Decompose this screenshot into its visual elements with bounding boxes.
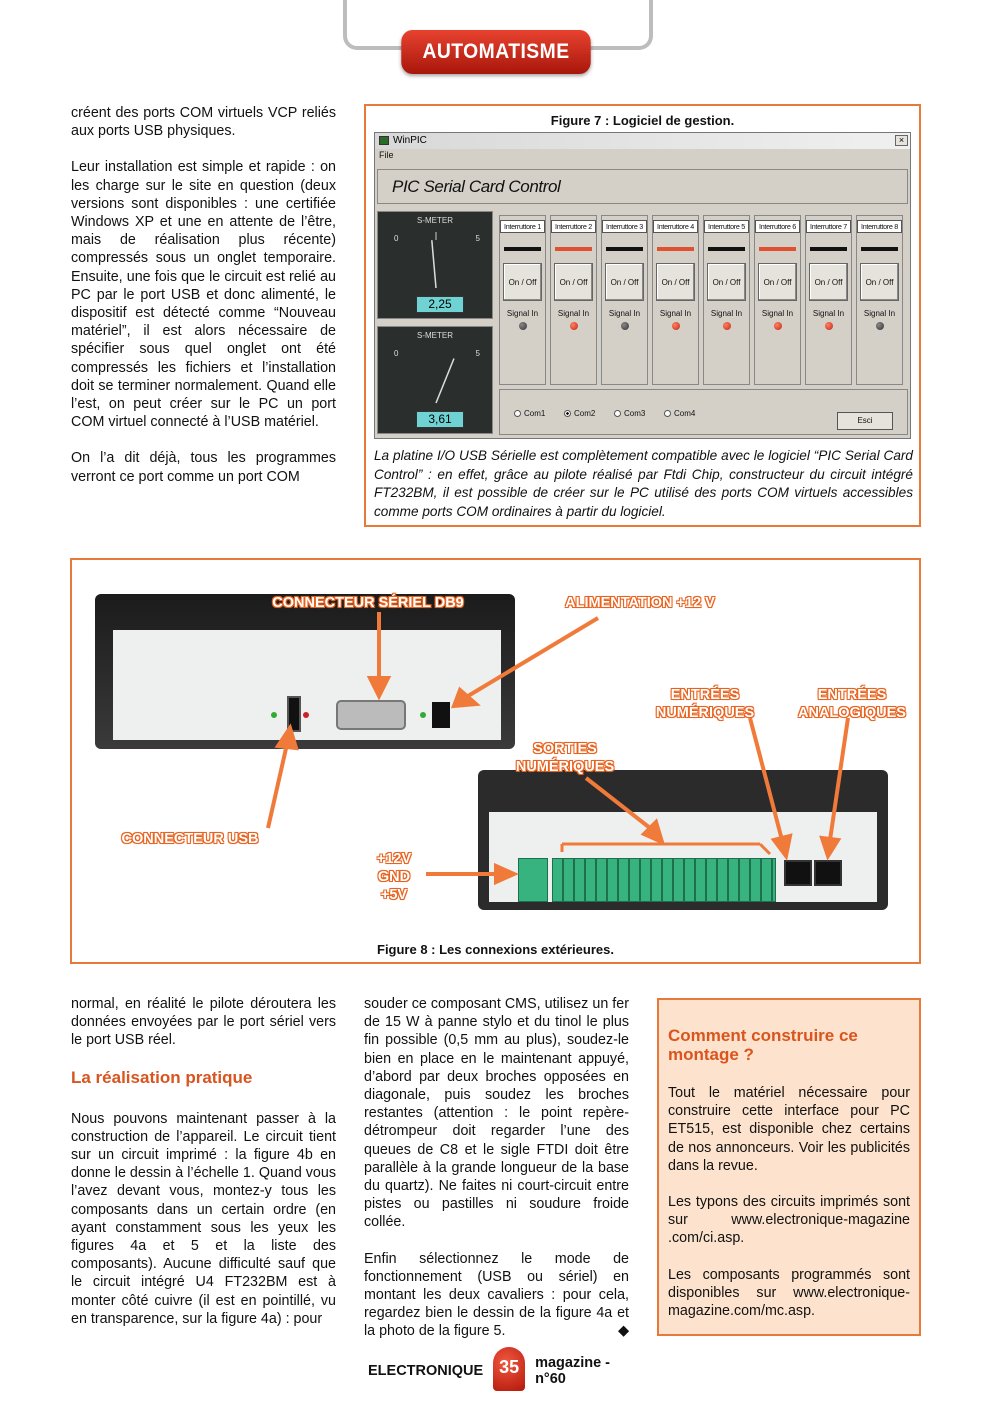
switch-state-bar bbox=[657, 247, 694, 251]
on-off-button[interactable]: On / Off bbox=[656, 263, 695, 301]
callout-arrows bbox=[70, 558, 921, 964]
meter-needle bbox=[396, 341, 476, 407]
label-line: GND bbox=[377, 869, 411, 885]
signal-led-icon bbox=[825, 322, 833, 330]
section-title: AUTOMATISME bbox=[401, 30, 591, 74]
meter-min: 0 bbox=[394, 234, 399, 243]
label-line: +12V bbox=[376, 851, 412, 867]
close-icon[interactable]: × bbox=[895, 135, 908, 146]
label-usb: CONNECTEUR USB bbox=[121, 831, 259, 847]
winpic-window bbox=[374, 132, 911, 439]
sidebar-paragraph: Les composants programmés sont disponibles sur www.electronique-magazine.com/mc.asp. bbox=[668, 1266, 910, 1320]
radio-icon bbox=[564, 410, 571, 417]
meter-label: S-METER bbox=[417, 216, 453, 225]
switch-3 bbox=[601, 215, 648, 385]
sidebar-box bbox=[657, 998, 921, 1336]
menu-file[interactable]: File bbox=[379, 150, 394, 160]
signal-led-icon bbox=[621, 322, 629, 330]
exit-button[interactable]: Esci bbox=[837, 412, 893, 430]
switch-state-bar bbox=[759, 247, 796, 251]
figure-8-caption: Figure 8 : Les connexions extérieures. bbox=[377, 942, 614, 957]
radio-icon bbox=[664, 410, 671, 417]
label-digital-in bbox=[640, 686, 770, 722]
label-line: NUMÉRIQUES bbox=[515, 759, 615, 775]
switch-5 bbox=[703, 215, 750, 385]
radio-icon bbox=[614, 410, 621, 417]
signal-in-label: Signal In bbox=[812, 309, 845, 318]
signal-led-icon bbox=[876, 322, 884, 330]
sidebar-paragraph: Tout le matériel nécessaire pour construire cette interface pour PC ET515, est disponible chez certains de nos annonceurs. Voir les publicités dans la revue. bbox=[668, 1085, 910, 1174]
paragraph: On l’a dit déjà, tous les programmes verront ce port comme un port COM bbox=[71, 450, 336, 485]
label-line: ENTRÉES bbox=[817, 687, 887, 703]
figure-7-caption: La platine I/O USB Sérielle est complètement compatible avec le logiciel “PIC Serial Card Control” : en effet, grâce au pilote réalisé par Ftdi Chip, constructeur du circuit intégré FT232BM, il est possible de créer sur le PC utilisé des ports COM virtuels accessibles comme ports COM ordinaires à partir du logiciel. bbox=[374, 448, 913, 519]
switch-label: Interruttore 4 bbox=[653, 220, 698, 233]
on-off-button[interactable]: On / Off bbox=[758, 263, 797, 301]
on-off-button[interactable]: On / Off bbox=[605, 263, 644, 301]
s-meter-2 bbox=[377, 326, 493, 434]
footer-magazine: ELECTRONIQUE bbox=[368, 1363, 484, 1379]
switch-label: Interruttore 8 bbox=[857, 220, 902, 233]
label-line: NUMÉRIQUES bbox=[655, 705, 755, 721]
switch-state-bar bbox=[861, 247, 898, 251]
label-power: ALIMENTATION +12 V bbox=[565, 595, 715, 611]
intro-column bbox=[71, 104, 336, 504]
label-db9: CONNECTEUR SÉRIEL DB9 bbox=[272, 595, 464, 611]
radio-label: Com3 bbox=[624, 409, 646, 418]
paragraph bbox=[364, 1250, 629, 1341]
on-off-button[interactable]: On / Off bbox=[503, 263, 542, 301]
on-off-button[interactable]: On / Off bbox=[860, 263, 899, 301]
app-icon bbox=[379, 136, 389, 145]
end-mark: ◆ bbox=[618, 1323, 629, 1340]
signal-led-icon bbox=[519, 322, 527, 330]
paragraph: créent des ports COM virtuels VCP reliés aux ports USB physiques. bbox=[71, 105, 336, 140]
page-number: 35 bbox=[493, 1347, 525, 1391]
section-heading: La réalisation pratique bbox=[71, 1067, 253, 1087]
switch-label: Interruttore 3 bbox=[602, 220, 647, 233]
signal-in-label: Signal In bbox=[761, 309, 794, 318]
figure-7-title: Figure 7 : Logiciel de gestion. bbox=[550, 113, 735, 128]
switch-6 bbox=[754, 215, 801, 385]
paragraph: Leur installation est simple et rapide : on les charge sur le site en question (deux versions sont disponibles : une certifiée Windows XP et une en attente de l’être, mais de réalisation plus récente) compressés sous un onglet temporaire. Ensuite, une fois que le circuit est relié au PC par le port USB et donc alimenté, le dispositif est détecté comme “Nouveau matériel”, il est alors nécessaire de spécifier sous quel onglet ont été compressés les fichiers et l’installation doit se terminer normalement. Quand elle l’est, on peut créer sur le PC un port COM virtuel connecté à l’USB matériel. bbox=[71, 159, 336, 431]
signal-in-label: Signal In bbox=[557, 309, 590, 318]
label-power-pins bbox=[364, 850, 424, 904]
meter-max: 5 bbox=[475, 349, 480, 358]
label-digital-out bbox=[500, 740, 630, 776]
signal-led-icon bbox=[723, 322, 731, 330]
signal-led-icon bbox=[774, 322, 782, 330]
on-off-button[interactable]: On / Off bbox=[707, 263, 746, 301]
label-analog-in bbox=[788, 686, 916, 722]
window-title: WinPIC bbox=[393, 135, 427, 146]
switch-4 bbox=[652, 215, 699, 385]
switch-state-bar bbox=[810, 247, 847, 251]
switch-2 bbox=[550, 215, 597, 385]
footer-issue: magazine - n°60 bbox=[535, 1355, 611, 1387]
switch-label: Interruttore 2 bbox=[551, 220, 596, 233]
paragraph: souder ce composant CMS, utilisez un fer de 15 W à panne stylo et du tinol le plus fin possible (0,5 mm au plus), soudez-le bien en place en le maintenant appuyé, d’abord par deux broches opposées en diagonale, puis soudez les broches restantes (attention : le point repère-détrompeur doit regarder l’une des queues de C8 et le sigle FTDI doit être parallèle à la grande longueur de la base du quartz). Ne faites ni court-circuit entre pistes ou pastilles ni soudure froide collée. bbox=[364, 996, 629, 1231]
switch-1 bbox=[499, 215, 546, 385]
switch-label: Interruttore 7 bbox=[806, 220, 851, 233]
meter-label: S-METER bbox=[417, 331, 453, 340]
signal-led-icon bbox=[672, 322, 680, 330]
signal-in-label: Signal In bbox=[863, 309, 896, 318]
radio-label: Com1 bbox=[524, 409, 546, 418]
radio-com1[interactable] bbox=[514, 409, 545, 418]
s-meter-1 bbox=[377, 211, 493, 319]
sidebar-paragraph: Les typons des circuits imprimés sont sur www.electronique-magazine .com/ci.asp. bbox=[668, 1194, 910, 1247]
switch-7 bbox=[805, 215, 852, 385]
signal-in-label: Signal In bbox=[710, 309, 743, 318]
signal-in-label: Signal In bbox=[506, 309, 539, 318]
switch-state-bar bbox=[504, 247, 541, 251]
radio-label: Com2 bbox=[574, 409, 596, 418]
switch-state-bar bbox=[555, 247, 592, 251]
window-titlebar[interactable] bbox=[375, 133, 910, 149]
com-port-panel bbox=[499, 389, 908, 435]
label-line: SORTIES bbox=[533, 741, 597, 757]
signal-led-icon bbox=[570, 322, 578, 330]
switch-state-bar bbox=[708, 247, 745, 251]
meter-value: 3,61 bbox=[416, 411, 464, 428]
paragraph: normal, en réalité le pilote déroutera les données envoyées par le port sériel vers le port USB réel. bbox=[71, 996, 336, 1049]
switch-label: Interruttore 1 bbox=[500, 220, 545, 233]
paragraph-text: Enfin sélectionnez le mode de fonctionnement (USB ou sériel) en montant les deux cavaliers : pour cela, regardez bien le dessin de la figure 4a et la photo de la figure 5. bbox=[364, 1250, 629, 1340]
on-off-button[interactable]: On / Off bbox=[809, 263, 848, 301]
radio-com2[interactable] bbox=[564, 409, 595, 418]
switch-label: Interruttore 5 bbox=[704, 220, 749, 233]
column-a bbox=[71, 995, 336, 1346]
radio-com3[interactable] bbox=[614, 409, 645, 418]
signal-in-label: Signal In bbox=[608, 309, 641, 318]
label-line: +5V bbox=[380, 887, 408, 903]
label-line: ENTRÉES bbox=[670, 687, 740, 703]
radio-com4[interactable] bbox=[664, 409, 695, 418]
meter-max: 5 bbox=[475, 234, 480, 243]
on-off-button[interactable]: On / Off bbox=[554, 263, 593, 301]
meter-value: 2,25 bbox=[416, 296, 464, 313]
radio-label: Com4 bbox=[674, 409, 696, 418]
signal-in-label: Signal In bbox=[659, 309, 692, 318]
meter-needle bbox=[396, 226, 476, 292]
switch-label: Interruttore 6 bbox=[755, 220, 800, 233]
page-footer bbox=[368, 1356, 638, 1386]
switch-state-bar bbox=[606, 247, 643, 251]
meter-min: 0 bbox=[394, 349, 399, 358]
label-line: ANALOGIQUES bbox=[798, 705, 906, 721]
column-b bbox=[364, 995, 629, 1359]
switch-8 bbox=[856, 215, 903, 385]
paragraph: Nous pouvons maintenant passer à la construction de l’appareil. Le circuit tient sur un circuit imprimé : la figure 4b en donne le dessin à l’échelle 1. Quand vous l’avez devant vous, montez-y tous les composants dans un certain ordre (en ayant constamment sous les yeux les figures 4a et 5 et la liste des composants). Aucune difficulté sauf que le circuit intégré U4 FT232BM est à monter côté cuivre (il est en pointillé, vu en transparence, sur la figure 4a) : pour bbox=[71, 1110, 336, 1327]
radio-icon bbox=[514, 410, 521, 417]
app-banner: PIC Serial Card Control bbox=[377, 169, 908, 204]
sidebar-title: Comment construire ce montage ? bbox=[668, 1026, 858, 1064]
